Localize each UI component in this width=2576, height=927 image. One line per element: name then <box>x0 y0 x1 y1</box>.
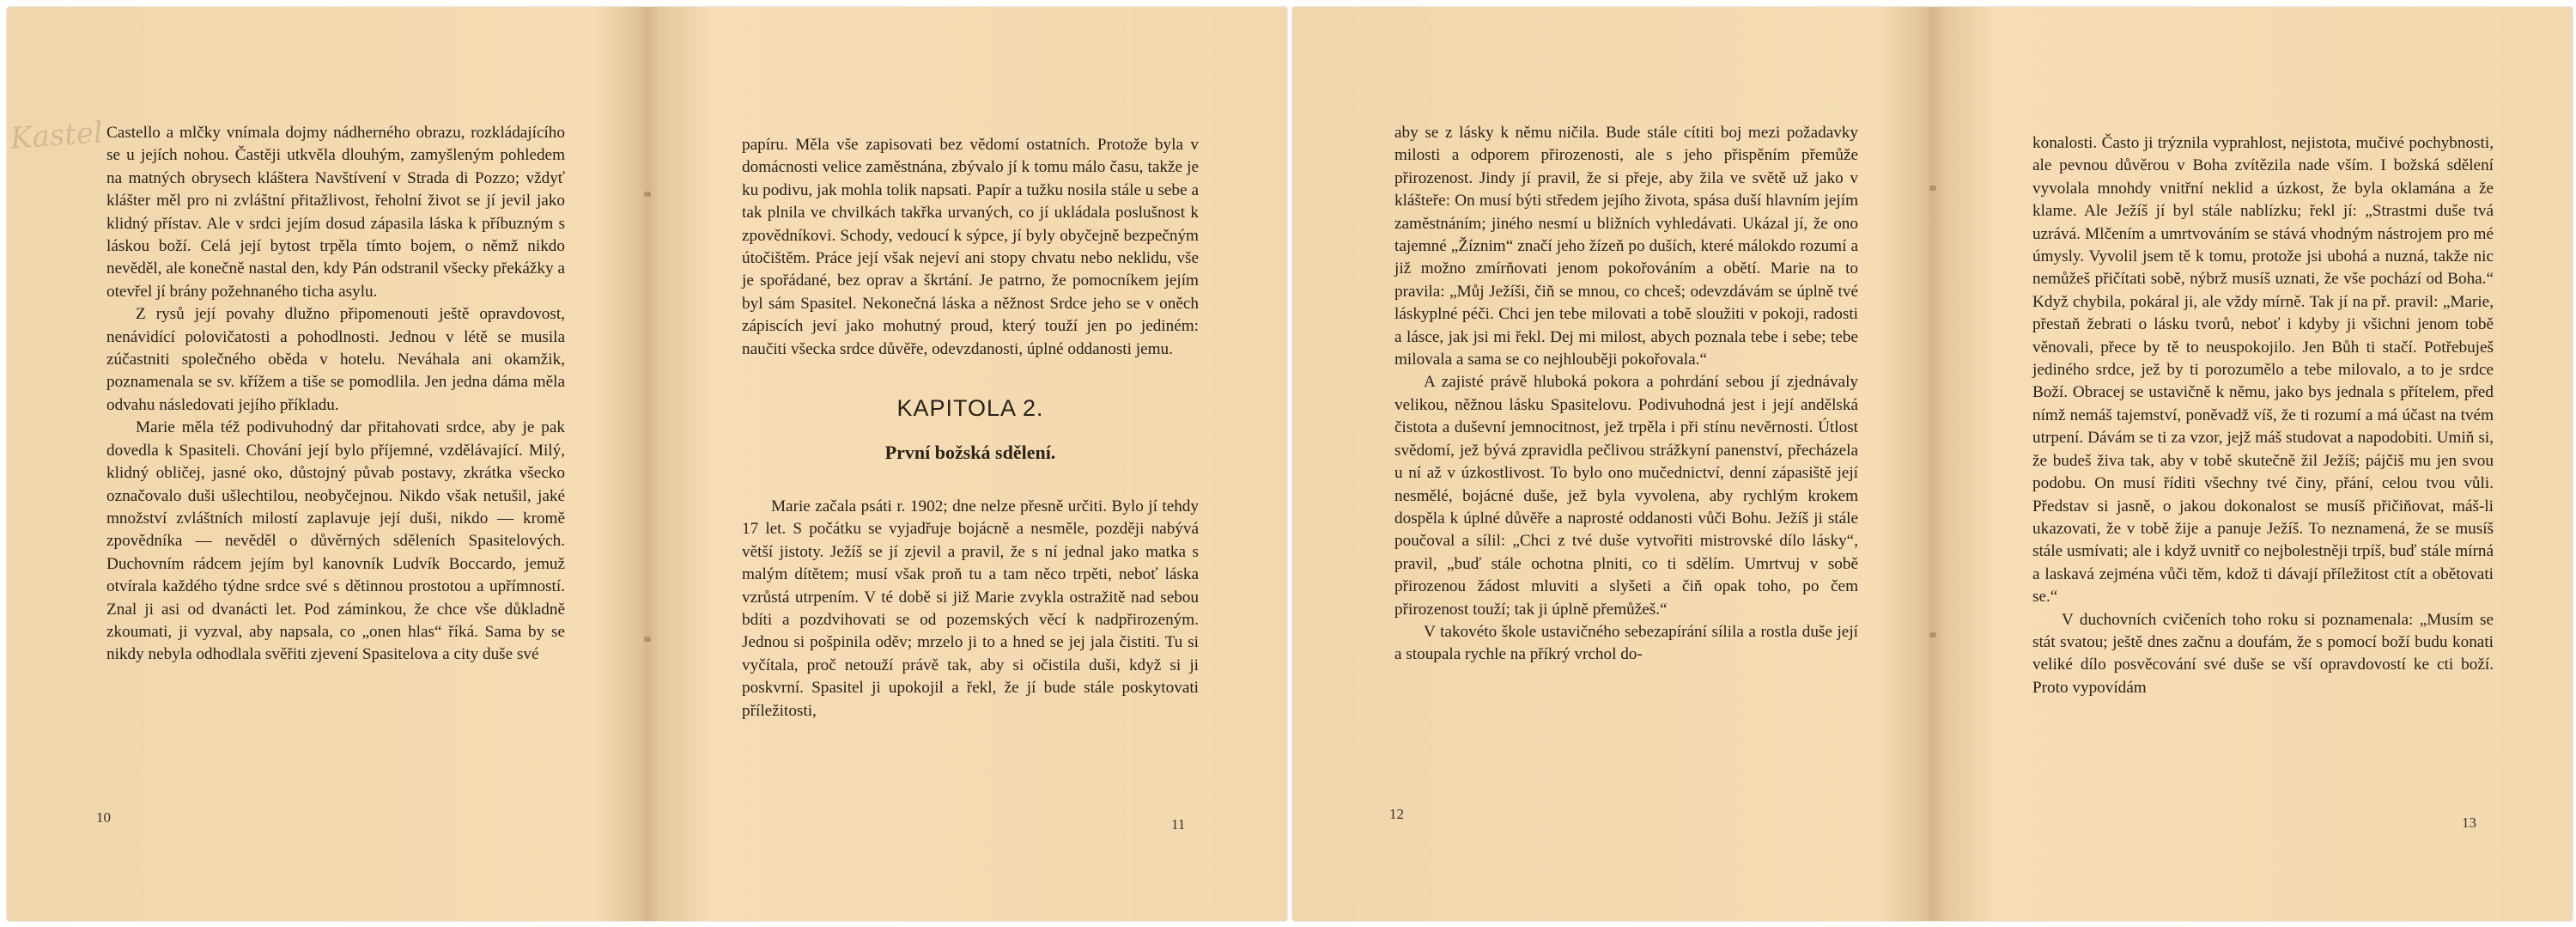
book-spread-left <box>7 7 1287 921</box>
page-11-text <box>742 134 1199 723</box>
paragraph: Castello a mlčky vnímala dojmy nádherného obrazu, rozkládajícího se u jejích nohou. Častěji utkvěla dlouhým, zamyšleným pohledem na matných obrysech kláštera Navštívení v Strada di Pozzo; vždyť klášter měl pro ni zvláštní přitažlivost, řeholní život se jí jevil jako klidný přístav. Ale v srdci jejím dosud zápasila láska k příbuzným s láskou boží. Celá její bytost trpěla tímto bojem, o němž nikdo nevěděl, ale konečně nastal den, kdy Pán odstranil všecky překážky a otevřel jí brány požehnaného ticha asylu. <box>106 124 565 301</box>
page-10-text <box>106 122 565 667</box>
chapter-title: První božská sdělení. <box>884 442 1056 464</box>
paragraph: Marie měla též podivuhodný dar přitahovati srdce, aby je pak dovedla k Spasiteli. Chování její bylo příjemné, vzdělávající. Milý, klidný obličej, jasné oko, důstojný půvab postavy, zkrátka všecko označovalo duši ušlechtilou, neobyčejnou. Nikdo však netušil, jaké množství zvláštních milostí zaplavuje její duši, nikdo — kromě zpovědníka — nevěděl o důvěrných sděleních Spasitelových. Duchovním rádcem jejím byl kanovník Ludvík Boccardo, jemuž otvírala každého týdne srdce své s dětinnou prostotou a upřímností. Znal ji asi od dvanácti let. Pod záminkou, že chce vše důkladně zkoumati, ji vyzval, aby napsala, co „onen hlas“ říká. Sama by se nikdy nebyla odhodlala svěřiti zjevení Spasitelova a city duše své <box>106 418 565 664</box>
paragraph: papíru. Měla vše zapisovati bez vědomí ostatních. Protože byla v domácnosti velice zaměstnána, zbývalo jí k tomu málo času, takže je ku podivu, jak mohla tolik napsati. Papír a tužku nosila stále u sebe a tak plnila ve chvilkách takřka urvaných, co jí ukládala poslušnost k zpovědníkovi. Schody, vedoucí k sýpce, jí byly obyčejně bezpečným útočištěm. Práce její však nejeví ani stopy chvatu nebo neklidu, vše je spořádané, bez oprav a škrtání. Je patrno, že pomocníkem jejím byl sám Spasitel. Nekonečná láska a něžnost Srdce jeho se v oněch zápiscích jeví jako mohutný proud, který touží jen po jediném: naučiti všecka srdce důvěře, odevzdanosti, úplné oddanosti jemu. <box>742 136 1199 358</box>
page-number: 10 <box>96 809 111 826</box>
page-number: 13 <box>2462 814 2476 831</box>
page-13 <box>1933 7 2573 921</box>
page-12-text <box>1394 122 1858 667</box>
chapter-heading: KAPITOLA 2. <box>896 395 1044 422</box>
paragraph: Z rysů její povahy dlužno připomenouti ještě opravdovost, nenávidící polovičatosti a pohodlnosti. Jednou v létě se musila zúčastniti společného oběda v hotelu. Neváhala ani okamžik, poznamenala se sv. křížem a tiše se pomodlila. Jen jedna dáma měla odvahu následovati jejího příkladu. <box>106 305 565 414</box>
paragraph: V takovéto škole ustavičného sebezapírání sílila a rostla duše její a stoupala rychle na příkrý vrchol do- <box>1394 622 1858 664</box>
page-11 <box>647 7 1287 921</box>
page-number: 12 <box>1389 806 1404 822</box>
page-number: 11 <box>1171 816 1186 832</box>
page-13-text <box>2032 132 2494 699</box>
paragraph: konalosti. Často ji trýznila vyprahlost, nejistota, mučivé pochybnosti, ale pevnou důvěrou v Boha zvítězila nade vším. I božská sdělení vyvolala mnohdy vnitřní neklid a úzkost, že byla oklamána a že klame. Ale Ježíš jí byl stále nablízku; řekl jí: „Strastmi duše tvá uzrává. Mlčením a umrtvováním se stává vhodným nástrojem pro mé úmysly. Vyvolil jsem tě k tomu, protože jsi ubohá a nuzná, takže nic nemůžeš přičítati sobě, nýbrž musíš uznati, že vše pochází od Boha.“ Když chybila, pokáral ji, ale vždy mírně. Tak jí na př. pravil: „Marie, přestaň žebrati o lásku tvorů, neboť i kdyby ji všichni jenom tobě věnovali, přece by tě to neuspokojilo. Jen Bůh ti stačí. Potřebuješ jediného srdce, jež by ti porozumělo a tebe milovalo, a to je srdce Boží. Obracej se ustavičně k němu, jako bys jednala s přítelem, před nímž nemáš tajemství, poněvadž víš, že ti rozumí a má účast na tvém utrpení. Dávám se ti za vzor, jejž máš studovat a napodobiti. Umiň si, že budeš živa tak, aby v tobě skutečně žil Ježíš; pájčiš mu jen svou podobu. On musí říditi všechny tvé činy, přání, celou tvou vůli. Představ si jasně, o jakou dokonalost se musíš přičiňovat, máš-li ukazovati, že v tobě žije a panuje Ježíš. To neznamená, že se musíš stále usmívati; ale i když uvnitř co nejbolestněji trpíš, buď stále mírná a laskavá zejména vůči těm, kdož ti dávají příležitost ctít a obětovati se.“ <box>2032 134 2494 607</box>
paragraph: aby se z lásky k němu ničila. Bude stále cítiti boj mezi požadavky milosti a odporem přirozenosti, ale s jeho přispěním přemůže přirozenost. Jindy jí pravil, že si přeje, aby žila ve světě už jako v klášteře: On musí býti středem jejího života, spása duší hlavním jejím zaměstnáním; jiného nesmí u bližních vyhledávati. Ukázal jí, že ono tajemné „Žíznim“ značí jeho žízeň po duších, které málokdo rozumí a již možno zmírňovati jenom pokořováním a obětí. Marie na to pravila: „Můj Ježíši, čiň se mnou, co chceš; odevzdávám se úplně tvé láskyplné péči. Chci jen tebe milovati a tobě sloužiti v pokoji, radosti a lásce, jak jsi mi řekl. Dej mi milost, abych poznala tebe i sebe; tebe milovala a sama se co nejhlouběji pokořovala.“ <box>1394 124 1858 369</box>
margin-handwriting: Kastel <box>9 115 105 156</box>
page-12 <box>1292 7 1932 921</box>
paragraph: V duchovních cvičeních toho roku si poznamenala: „Musím se stát svatou; ještě dnes začnu a doufám, že s pomocí boží budu konati veliké dílo posvěcování své duše se vší opravdovostí ke cti boží. Proto vypovídám <box>2032 610 2494 697</box>
paragraph: A zajisté právě hluboká pokora a pohrdání sebou jí zjednávaly velikou, něžnou lásku Spasitelovu. Podivuhodná jest i její andělská čistota a duševní jemnocitnost, jež trpěla i při stínu nevěrnosti. Útlost svědomí, jež bývá zpravidla pečlivou strážkyní panenství, přecházela u ní až v úzkostlivost. To bylo ono mučednictví, denní zápasiště její nesmělé, bojácné duše, jež byla vyvolena, aby rychlým krokem dospěla k úplné důvěře a naprosté oddanosti vůči Bohu. Ježíš ji stále poučoval a sílil: „Chci z tvé duše vytvořiti mistrovské dílo lásky“, pravil, „buď stále ochotna plniti, co ti sdělím. Umrtvuj v sobě přirozenou žádost mluviti a slyšeti a čiň opak toho, po čem přirozenost touží; tak ji úplně přemůžeš.“ <box>1394 373 1858 619</box>
paragraph: Marie začala psáti r. 1902; dne nelze přesně určiti. Bylo jí tehdy 17 let. S počátku se vyjadřuje bojácně a nesměle, později nabývá větší jistoty. Ježíš se jí zjevil a pravil, že s ní jednal jako matka s malým dítětem; musí však proň tu a tam něco trpěti, neboť láska vzrůstá utrpením. V té době si již Marie zvykla ostražitě nad sebou bdíti a pozdvihovati se od pozemských věcí k nadpřirozeným. Jednou si pošpinila oděv; mrzelo ji to a hned se jej jala čistiti. Tu si vyčítala, proč netouží právě tak, aby si očistila duši, když si ji poskvrní. Spasitel ji upokojil a řekl, že jí bude stále poskytovati příležitosti, <box>742 497 1199 720</box>
book-spread-right <box>1292 7 2573 921</box>
page-10 <box>7 7 647 921</box>
